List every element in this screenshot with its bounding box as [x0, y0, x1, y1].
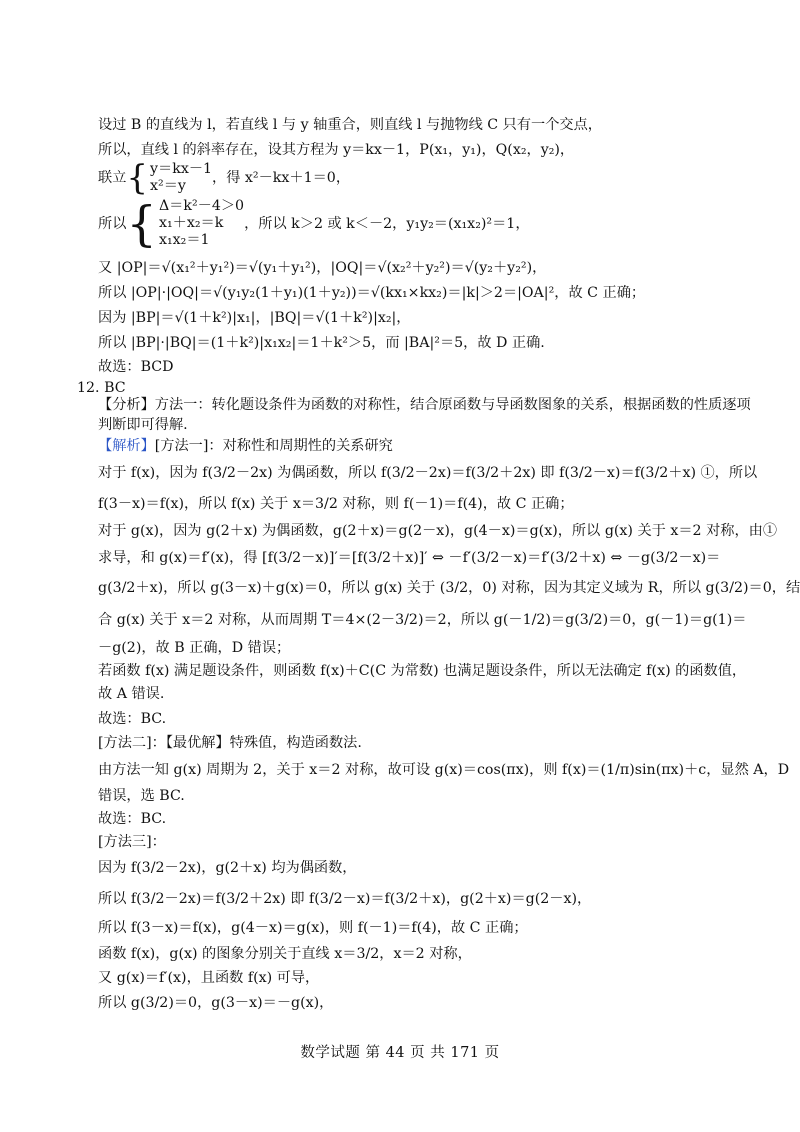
text-line — [98, 638, 290, 658]
line-text: 对于 f(x)，因为 f(3/2－2x) 为偶函数，所以 f(3/2－2x)＝f(3/2＋2x) 即 f(3/2－x)＝f(3/2＋x) ①，所以 — [98, 465, 758, 481]
text-line — [98, 258, 546, 278]
line-text: 故选：BCD — [98, 359, 174, 375]
analysis-label: 【分析】 — [98, 397, 155, 413]
line-text: 所以 — [98, 215, 127, 232]
text-line — [98, 140, 574, 160]
line-text: 所以 f(3－x)＝f(x)，g(4－x)＝g(x)，则 f(－1)＝f(4)，故 C 正确； — [98, 920, 528, 936]
text-line — [98, 548, 720, 568]
line-text: 又 |OP|＝√(x₁²＋y₁²)＝√(y₁＋y₁²)，|OQ|＝√(x₂²＋y₂²)＝√(y₂＋y₂²)， — [98, 260, 547, 276]
line-text: 所以 f(3/2－2x)＝f(3/2＋2x) 即 f(3/2－x)＝f(3/2＋x)，g(2＋x)＝g(2－x)， — [98, 891, 592, 907]
line-text: 所以 |BP|·|BQ|＝(1＋k²)|x₁x₂|＝1＋k²＞5，而 |BA|²＝5，故 D 正确. — [98, 335, 545, 351]
text-line — [98, 858, 356, 878]
text-line — [98, 521, 777, 541]
line-text: g(3/2＋x)，所以 g(3－x)＋g(x)＝0，所以 g(x) 关于 (3/2，0) 对称，因为其定义域为 R，所以 g(3/2)＝0，结 — [98, 580, 800, 596]
text-line — [98, 968, 319, 988]
line-text: 所以，直线 l 的斜率存在，设其方程为 y＝kx－1，P(x₁，y₁)，Q(x₂，y₂)， — [98, 142, 575, 158]
text-line — [98, 944, 472, 964]
line-text: 函数 f(x)，g(x) 的图象分别关于直线 x＝3/2，x＝2 对称， — [98, 946, 472, 962]
text-line — [98, 733, 362, 753]
line-text: [方法三]： — [98, 834, 166, 850]
line-text: ，得 x²－kx＋1＝0， — [212, 170, 351, 186]
text-line — [98, 809, 166, 829]
text-line — [98, 610, 746, 630]
equation-system — [159, 198, 244, 249]
text-line — [98, 415, 188, 435]
line-text: [方法一]：对称性和周期性的关系研究 — [154, 438, 393, 454]
text-line — [98, 333, 545, 353]
text-line — [98, 786, 185, 806]
line-text: 故选：BC. — [98, 811, 167, 827]
text-line — [98, 832, 166, 852]
solution-label: 【解析】 — [98, 438, 155, 454]
system-line — [98, 158, 351, 198]
text-line — [98, 578, 800, 598]
line-text: 因为 f(3/2－2x)，g(2＋x) 均为偶函数， — [98, 860, 357, 876]
line-text: f(3－x)＝f(x)，所以 f(x) 关于 x＝3/2 对称，则 f(－1)＝f(4)，故 C 正确； — [98, 496, 574, 512]
left-brace: { — [126, 195, 157, 252]
text-line — [98, 463, 757, 483]
line-text: 所以 g(3/2)＝0，g(3－x)＝－g(x)， — [98, 995, 334, 1011]
text-line — [98, 308, 411, 328]
text-line — [98, 395, 751, 415]
text-line — [98, 115, 602, 135]
line-text: 12. BC — [77, 380, 126, 396]
line-text: 求导，和 g(x)＝f′(x)，得 [f(3/2－x)]′＝[f(3/2＋x)]′ ⇔ －f′(3/2－x)＝f′(3/2＋x) ⇔ －g(3/2－x)＝ — [98, 550, 721, 566]
line-text: [方法二]： — [98, 735, 166, 751]
line-text: 故选：BC. — [98, 711, 167, 727]
text-line — [98, 993, 333, 1013]
system-line — [98, 195, 530, 252]
text-line — [98, 661, 746, 681]
equation-row: x²＝y — [150, 178, 186, 194]
equation-row: x₁＋x₂＝k — [158, 215, 224, 231]
line-text: ，所以 k＞2 或 k＜－2，y₁y₂＝(x₁x₂)²＝1， — [244, 215, 530, 232]
line-text: 又 g(x)＝f′(x)，且函数 f(x) 可导， — [98, 970, 320, 986]
line-text: 设过 B 的直线为 l，若直线 l 与 y 轴重合，则直线 l 与抛物线 C 只有一个交点， — [98, 117, 602, 133]
line-text: 合 g(x) 关于 x＝2 对称，从而周期 T＝4×(2－3/2)＝2，所以 g(－1/2)＝g(3/2)＝0，g(－1)＝g(1)＝ — [98, 612, 747, 628]
line-text: －g(2)，故 B 正确，D 错误； — [98, 640, 291, 656]
line-text: 错误，选 BC. — [98, 788, 185, 804]
equation-row: x₁x₂＝1 — [158, 232, 210, 248]
text-line — [98, 357, 173, 377]
optimal-label: 【最优解】 — [165, 735, 230, 751]
text-line — [98, 494, 574, 514]
equation-row: Δ＝k²－4＞0 — [158, 198, 245, 214]
text-line — [98, 760, 789, 780]
line-text: 特殊值，构造函数法. — [229, 735, 362, 751]
left-brace: { — [126, 158, 149, 198]
line-text: 所以 |OP|·|OQ|＝√(y₁y₂(1＋y₁)(1＋y₂))＝√(kx₁×kx₂)＝|k|＞2＝|OA|²，故 C 正确； — [98, 285, 646, 301]
equation-row: y＝kx－1 — [150, 161, 213, 177]
line-text: 对于 g(x)，因为 g(2＋x) 为偶函数，g(2＋x)＝g(2－x)，g(4－x)＝g(x)，所以 g(x) 关于 x＝2 对称，由① — [98, 523, 778, 539]
line-text: 故 A 错误. — [98, 686, 165, 702]
line-text: 因为 |BP|＝√(1＋k²)|x₁|，|BQ|＝√(1＋k²)|x₂|， — [98, 310, 411, 326]
text-line — [98, 889, 591, 909]
text-line — [98, 436, 393, 456]
line-text: 由方法一知 g(x) 周期为 2，关于 x＝2 对称，故可设 g(x)＝cos(πx)，则 f(x)＝(1/π)sin(πx)＋c，显然 A，D — [98, 762, 790, 778]
page-footer: 数学试题 第 44 页 共 171 页 — [300, 1045, 500, 1061]
text-line — [98, 283, 645, 303]
text-line — [98, 684, 164, 704]
line-text: 若函数 f(x) 满足题设条件，则函数 f(x)＋C(C 为常数) 也满足题设条件，所以无法确定 f(x) 的函数值， — [98, 663, 747, 679]
text-line — [98, 918, 528, 938]
line-text: 判断即可得解. — [98, 417, 188, 433]
line-text: 联立 — [98, 170, 127, 186]
text-line — [98, 709, 166, 729]
equation-system — [150, 161, 212, 195]
line-text: 方法一：转化题设条件为函数的对称性，结合原函数与导函数图象的关系，根据函数的性质逐项 — [154, 397, 751, 413]
